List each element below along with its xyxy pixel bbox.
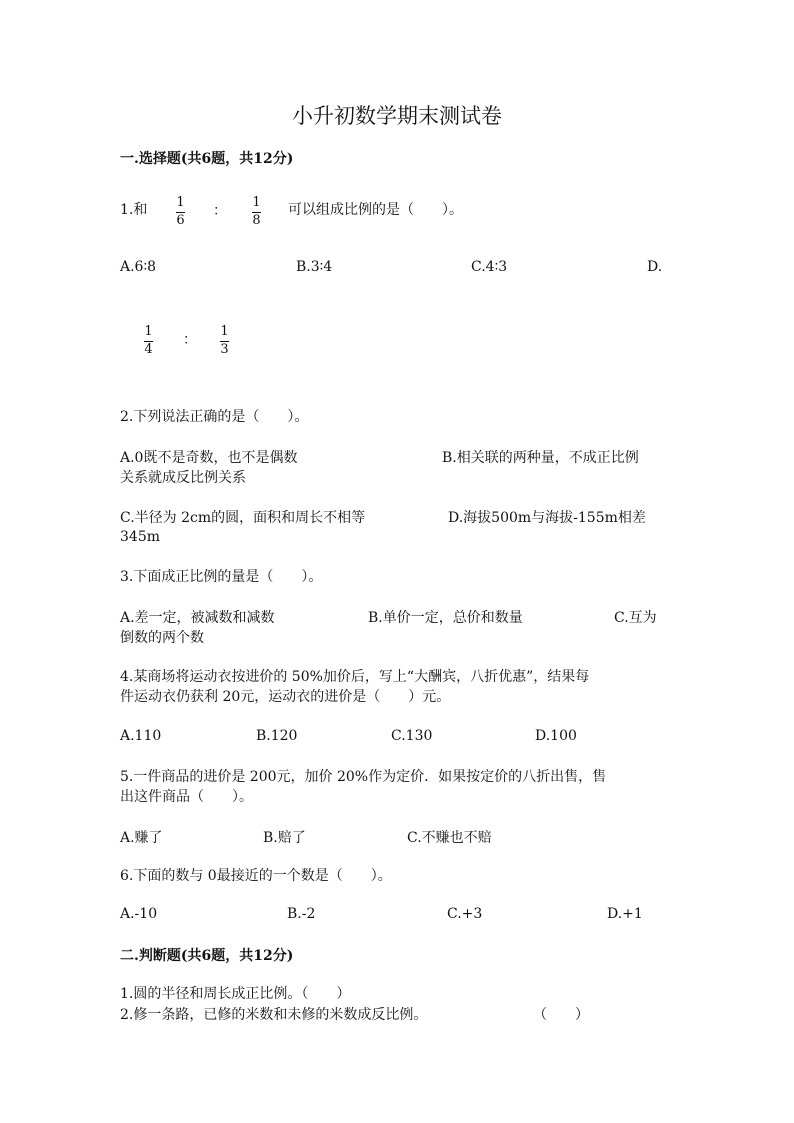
question-2-stem: 2.下列说法正确的是（ ）。 bbox=[120, 409, 309, 425]
q2-option-a[interactable]: A.0既不是奇数，也不是偶数 bbox=[120, 450, 298, 466]
q1-option-b[interactable]: B.3∶4 bbox=[296, 259, 333, 275]
fraction-numerator: 1 bbox=[144, 324, 153, 339]
fraction-numerator: 1 bbox=[220, 324, 229, 339]
fraction-denominator: 4 bbox=[144, 342, 153, 357]
q3-option-c-continued: 倒数的两个数 bbox=[120, 630, 204, 646]
q6-option-a[interactable]: A.-10 bbox=[120, 906, 158, 922]
question-1-fraction-2 bbox=[252, 196, 261, 228]
question-1-suffix: 可以组成比例的是（ ）。 bbox=[288, 202, 463, 218]
q6-option-d[interactable]: D.+1 bbox=[607, 906, 643, 922]
q1-option-d[interactable]: D. bbox=[647, 259, 663, 275]
q2-option-d-continued: 345m bbox=[120, 529, 160, 545]
question-4-stem-line-1: 4.某商场将运动衣按进价的 50%加价后，写上“大酬宾，八折优惠”，结果每 bbox=[120, 669, 590, 685]
q5-option-c[interactable]: C.不赚也不赔 bbox=[407, 830, 492, 846]
judgment-item-2-answer-paren[interactable]: （ ） bbox=[533, 1007, 589, 1023]
q6-option-c[interactable]: C.+3 bbox=[447, 906, 483, 922]
question-6-stem: 6.下面的数与 0最接近的一个数是（ ）。 bbox=[120, 868, 392, 884]
fraction-numerator: 1 bbox=[252, 195, 261, 210]
q6-option-b[interactable]: B.-2 bbox=[287, 906, 316, 922]
q1-option-a[interactable]: A.6∶8 bbox=[120, 259, 157, 275]
question-5-stem-line-2: 出这件商品（ ）。 bbox=[120, 789, 253, 805]
question-1-fraction-1 bbox=[176, 196, 185, 228]
q2-option-b[interactable]: B.相关联的两种量，不成正比例 bbox=[442, 450, 639, 466]
ratio-colon: ： bbox=[213, 203, 227, 219]
question-1-prefix: 1.和 bbox=[120, 202, 148, 218]
q1-option-d-fraction-2 bbox=[220, 325, 229, 357]
q5-option-a[interactable]: A.赚了 bbox=[120, 830, 163, 846]
q2-option-d[interactable]: D.海拔500m与海拔-155m相差 bbox=[448, 510, 646, 526]
q4-option-a[interactable]: A.110 bbox=[120, 728, 162, 744]
ratio-colon: ： bbox=[183, 332, 197, 348]
fraction-denominator: 3 bbox=[220, 342, 229, 357]
q3-option-c[interactable]: C.互为 bbox=[614, 610, 657, 626]
judgment-item-2: 2.修一条路，已修的米数和未修的米数成反比例。 bbox=[120, 1007, 428, 1023]
q4-option-d[interactable]: D.100 bbox=[535, 728, 577, 744]
section-heading-judgment: 二.判断题(共6题，共12分) bbox=[120, 948, 294, 964]
section-heading-choice: 一.选择题(共6题，共12分) bbox=[120, 151, 294, 167]
q1-option-c[interactable]: C.4∶3 bbox=[471, 259, 508, 275]
question-4-stem-line-2: 件运动衣仍获利 20元，运动衣的进价是（ ）元。 bbox=[120, 689, 451, 705]
q5-option-b[interactable]: B.赔了 bbox=[263, 830, 306, 846]
page-title: 小升初数学期末测试卷 bbox=[292, 104, 502, 128]
q3-option-a[interactable]: A.差一定，被减数和减数 bbox=[120, 610, 275, 626]
judgment-item-1: 1.圆的半径和周长成正比例。（ ） bbox=[120, 986, 351, 1002]
fraction-numerator: 1 bbox=[176, 195, 185, 210]
q2-option-b-continued: 关系就成反比例关系 bbox=[120, 470, 246, 486]
q1-option-d-fraction-1 bbox=[144, 325, 153, 357]
q2-option-c[interactable]: C.半径为 2cm的圆，面积和周长不相等 bbox=[120, 510, 366, 526]
q4-option-b[interactable]: B.120 bbox=[256, 728, 298, 744]
question-3-stem: 3.下面成正比例的量是（ ）。 bbox=[120, 569, 323, 585]
q4-option-c[interactable]: C.130 bbox=[391, 728, 433, 744]
fraction-denominator: 8 bbox=[252, 213, 261, 228]
question-5-stem-line-1: 5.一件商品的进价是 200元，加价 20%作为定价．如果按定价的八折出售，售 bbox=[120, 769, 607, 785]
q3-option-b[interactable]: B.单价一定，总价和数量 bbox=[368, 610, 523, 626]
fraction-denominator: 6 bbox=[176, 213, 185, 228]
